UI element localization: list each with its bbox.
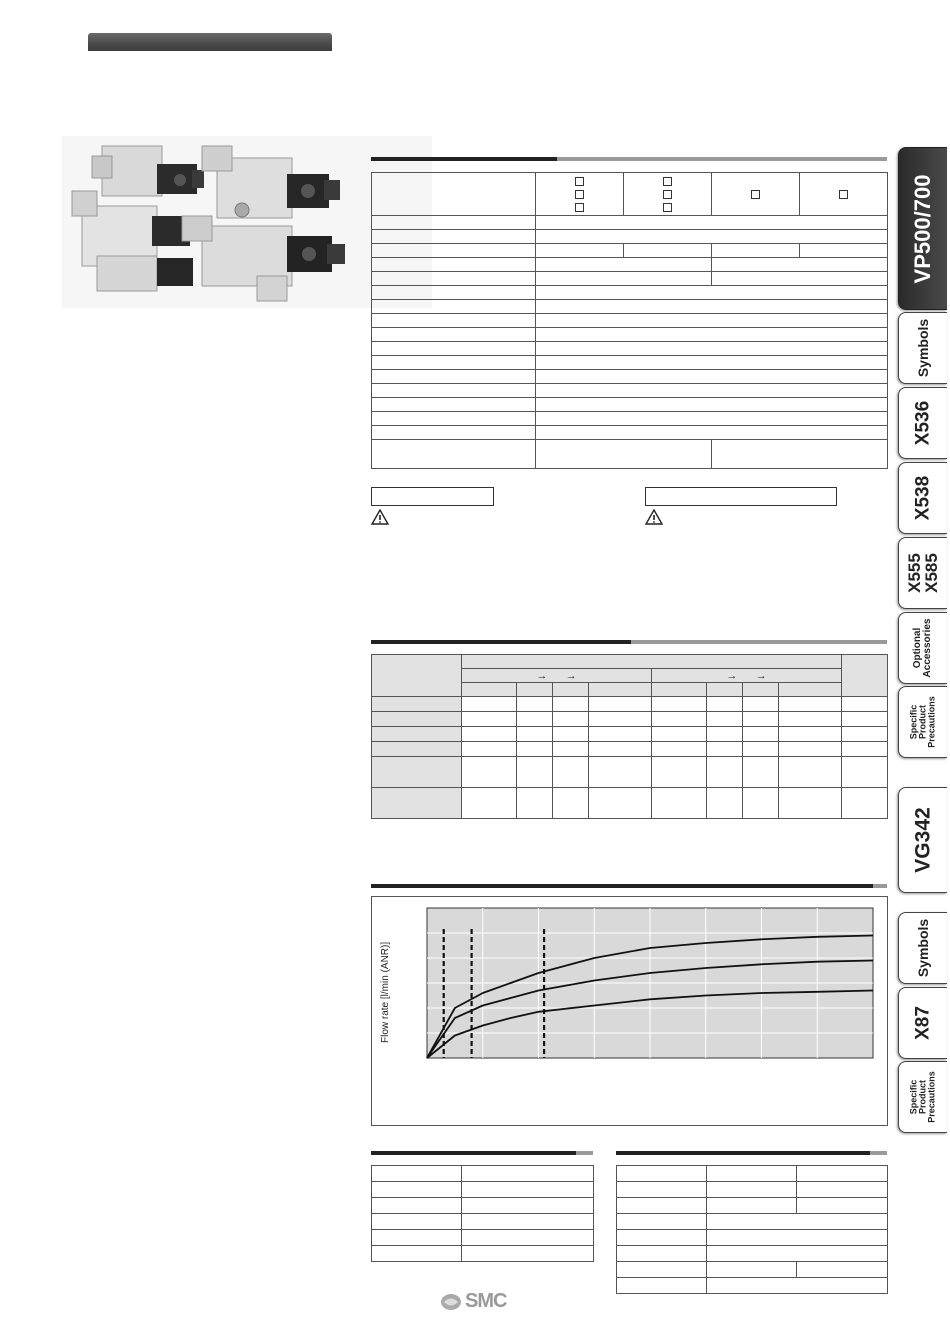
tab-optional-accessories[interactable]: Optional Accessories (898, 612, 947, 684)
bottom-right-rule (616, 1151, 887, 1155)
checkbox-icon (663, 203, 672, 212)
warning-icon (645, 509, 663, 527)
bottom-left-table (371, 1165, 594, 1262)
note-box-left (371, 487, 494, 506)
tab-x536[interactable]: X536 (898, 387, 947, 459)
checkbox-icon (575, 190, 584, 199)
checkbox-icon (663, 190, 672, 199)
arrow-icon: → (565, 669, 577, 682)
valve-image-4 (182, 216, 345, 301)
valve-image-3 (72, 191, 193, 291)
arrow-icon: → (755, 669, 767, 682)
valve-image-1 (92, 146, 204, 196)
valve-image-2 (202, 146, 340, 218)
tab-symbols[interactable]: Symbols (898, 312, 947, 384)
flow-chart-rule (371, 884, 887, 888)
checkbox-icon (839, 190, 848, 199)
smc-logo-icon (440, 1293, 462, 1311)
tab-symbols-vg342[interactable]: Symbols (898, 912, 947, 984)
flow-rate-chart (372, 897, 887, 1125)
flow-table-rule (371, 640, 887, 644)
tab-specific-product-precautions-vg342[interactable]: Specific Product Precautions (898, 1061, 947, 1133)
flow-chart-frame (371, 896, 888, 1126)
bottom-right-table (616, 1165, 888, 1294)
smc-logo-text: SMC (465, 1290, 507, 1312)
y-axis-label: Flow rate [l/min (ANR)] (380, 941, 391, 1043)
checkbox-icon (575, 203, 584, 212)
arrow-icon: → (536, 669, 548, 682)
header-bar (88, 33, 332, 51)
smc-logo (440, 1290, 506, 1313)
checkbox-icon (751, 190, 760, 199)
checkbox-icon (663, 177, 672, 186)
specifications-rule (371, 157, 887, 161)
tab-vg342[interactable]: VG342 (898, 787, 947, 893)
warning-icon (371, 509, 389, 527)
tab-x555-x585[interactable]: X555 X585 (898, 537, 947, 609)
note-box-right (645, 487, 837, 506)
tab-x87[interactable]: X87 (898, 987, 947, 1059)
flow-characteristics-table (371, 654, 888, 819)
tab-vp500-700[interactable]: VP500/700 (898, 147, 947, 310)
arrow-icon: → (726, 669, 738, 682)
bottom-left-rule (371, 1151, 593, 1155)
specifications-table (371, 172, 888, 469)
tab-specific-product-precautions[interactable]: Specific Product Precautions (898, 686, 947, 758)
tab-x538[interactable]: X538 (898, 462, 947, 534)
checkbox-icon (575, 177, 584, 186)
